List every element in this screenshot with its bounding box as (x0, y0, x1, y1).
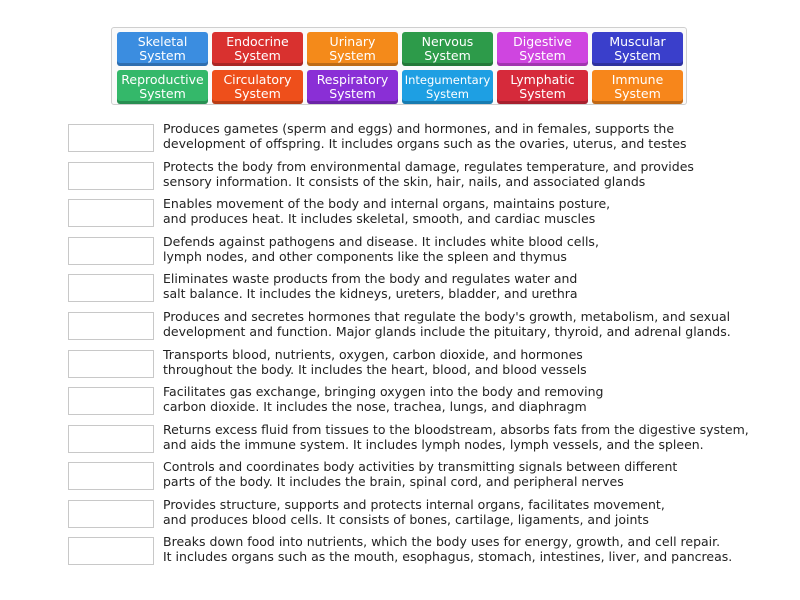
description-text: Produces and secretes hormones that regulate the body's growth, metabolism, and sexual development and function. Major glands include the pituitary, thyroid, and adrenal glands. (163, 309, 731, 339)
tile-label: System (424, 48, 471, 63)
drop-slot[interactable] (68, 387, 154, 415)
tile-label: Immune (611, 72, 664, 87)
description-text: Eliminates waste products from the body and regulates water and salt balance. It includes the kidneys, ureters, bladder, and urethra (163, 271, 578, 301)
drop-slot[interactable] (68, 500, 154, 528)
description-text: Produces gametes (sperm and eggs) and hormones, and in females, supports the development of offspring. It includes organs such as the ovaries, uterus, and testes (163, 121, 687, 151)
drop-slot[interactable] (68, 199, 154, 227)
tile-respiratory-system[interactable] (307, 70, 398, 104)
tile-endocrine-system[interactable] (212, 32, 303, 66)
description-text: Controls and coordinates body activities by transmitting signals between different parts of the body. It includes the brain, spinal cord, and peripheral nerves (163, 459, 678, 489)
tile-label: Nervous (421, 34, 474, 49)
tile-digestive-system[interactable] (497, 32, 588, 66)
description-text: Enables movement of the body and internal organs, maintains posture, and produces heat. It includes skeletal, smooth, and cardiac muscles (163, 196, 611, 226)
drop-slot[interactable] (68, 425, 154, 453)
tile-label: System (139, 48, 186, 63)
tile-circulatory-system[interactable] (212, 70, 303, 104)
description-text: Provides structure, supports and protects internal organs, facilitates movement, and produces blood cells. It consists of bones, cartilage, ligaments, and joints (163, 497, 665, 527)
drop-slot[interactable] (68, 462, 154, 490)
description-text: Breaks down food into nutrients, which the body uses for energy, growth, and cell repair. It includes organs such as the mouth, esophagus, stomach, intestines, liver, and pancreas. (163, 534, 733, 564)
tile-label: Muscular (609, 34, 666, 49)
tile-label: System (614, 86, 661, 101)
tile-label: System (519, 86, 566, 101)
description-text: Facilitates gas exchange, bringing oxygen into the body and removing carbon dioxide. It includes the nose, trachea, lungs, and diaphragm (163, 384, 604, 414)
tile-label: Digestive (513, 34, 572, 49)
drop-slot[interactable] (68, 350, 154, 378)
drop-slot[interactable] (68, 274, 154, 302)
answer-bank (111, 27, 687, 105)
tile-label: Respiratory (316, 72, 389, 87)
tile-label: System (329, 48, 376, 63)
tile-label: System (329, 86, 376, 101)
tile-label: System (519, 48, 566, 63)
drop-slot[interactable] (68, 162, 154, 190)
description-text: Transports blood, nutrients, oxygen, carbon dioxide, and hormones throughout the body. It includes the heart, blood, and blood vessels (163, 347, 587, 377)
tile-label: Integumentary (404, 73, 491, 87)
tile-label: Endocrine (226, 34, 289, 49)
drop-slot[interactable] (68, 124, 154, 152)
tile-label: System (139, 86, 186, 101)
tile-label: Circulatory (223, 72, 292, 87)
description-text: Protects the body from environmental damage, regulates temperature, and provides sensory information. It consists of the skin, hair, nails, and associated glands (163, 159, 694, 189)
tile-label: Reproductive (121, 72, 204, 87)
description-text: Defends against pathogens and disease. It includes white blood cells, lymph nodes, and other components like the spleen and thymus (163, 234, 599, 264)
tile-lymphatic-system[interactable] (497, 70, 588, 104)
tile-label: System (234, 48, 281, 63)
tile-muscular-system[interactable] (592, 32, 683, 66)
drop-slot[interactable] (68, 312, 154, 340)
tile-label: System (426, 87, 469, 101)
description-text: Returns excess fluid from tissues to the bloodstream, absorbs fats from the digestive system, and aids the immune system. It includes lymph nodes, lymph vessels, and the spleen. (163, 422, 749, 452)
tile-label: Skeletal (137, 34, 188, 49)
tile-integumentary-system[interactable] (402, 70, 493, 104)
tile-label: Lymphatic (510, 72, 575, 87)
tile-label: System (614, 48, 661, 63)
tile-urinary-system[interactable] (307, 32, 398, 66)
tile-label: System (234, 86, 281, 101)
tile-immune-system[interactable] (592, 70, 683, 104)
drop-slot[interactable] (68, 237, 154, 265)
tile-nervous-system[interactable] (402, 32, 493, 66)
tile-label: Urinary (329, 34, 376, 49)
tile-reproductive-system[interactable] (117, 70, 208, 104)
tile-skeletal-system[interactable] (117, 32, 208, 66)
drop-slot[interactable] (68, 537, 154, 565)
